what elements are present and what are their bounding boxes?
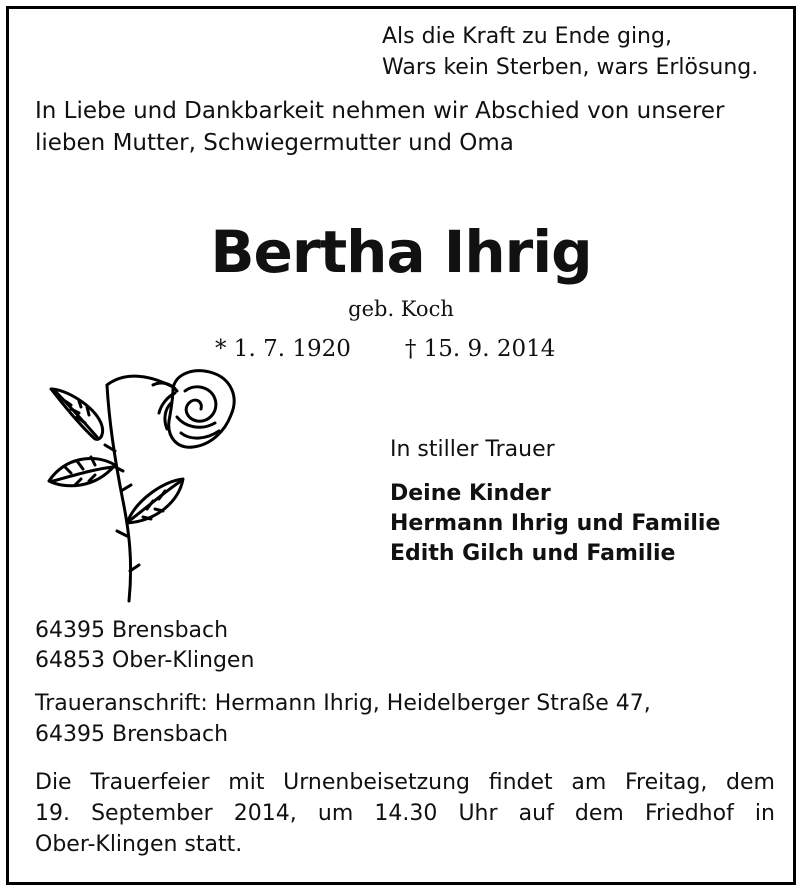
poem	[382, 21, 758, 83]
intro-line-2: lieben Mutter, Schwiegermutter und Oma	[35, 130, 514, 156]
maiden-name: geb. Koch	[348, 297, 454, 321]
poem-line-2: Wars kein Sterben, wars Erlösung.	[382, 55, 759, 80]
addresses	[35, 616, 254, 676]
trauer-address-line-2: 64395 Brensbach	[35, 722, 229, 747]
mourners-list	[390, 479, 720, 569]
mourner-hermann: Hermann Ihrig und Familie	[390, 511, 721, 536]
death-date: † 15. 9. 2014	[404, 336, 556, 362]
trauer-address-line-1: Traueranschrift: Hermann Ihrig, Heidelberger Straße 47,	[35, 691, 651, 716]
service-line-2: 19. September 2014, um 14.30 Uhr auf dem Friedhof in	[35, 801, 775, 826]
life-dates	[215, 336, 555, 362]
service-line-1: Die Trauerfeier mit Urnenbeisetzung findet am Freitag, dem	[35, 770, 775, 795]
mourner-edith: Edith Gilch und Familie	[390, 541, 676, 566]
intro-line-1: In Liebe und Dankbarkeit nehmen wir Abschied von unserer	[35, 98, 725, 124]
obituary-frame	[6, 6, 796, 885]
address-brensbach: 64395 Brensbach	[35, 618, 229, 643]
service-line-3: Ober-Klingen statt.	[35, 832, 243, 857]
address-ober-klingen: 64853 Ober-Klingen	[35, 648, 255, 673]
trauer-address	[35, 688, 651, 750]
birth-date: * 1. 7. 1920	[215, 336, 351, 362]
deceased-name: Bertha Ihrig	[210, 218, 592, 286]
service-info	[35, 767, 775, 860]
mourning-label: In stiller Trauer	[390, 437, 555, 462]
poem-line-1: Als die Kraft zu Ende ging,	[382, 24, 672, 49]
intro-text	[35, 95, 725, 159]
mourner-children: Deine Kinder	[390, 481, 551, 506]
rose-icon	[35, 361, 245, 611]
